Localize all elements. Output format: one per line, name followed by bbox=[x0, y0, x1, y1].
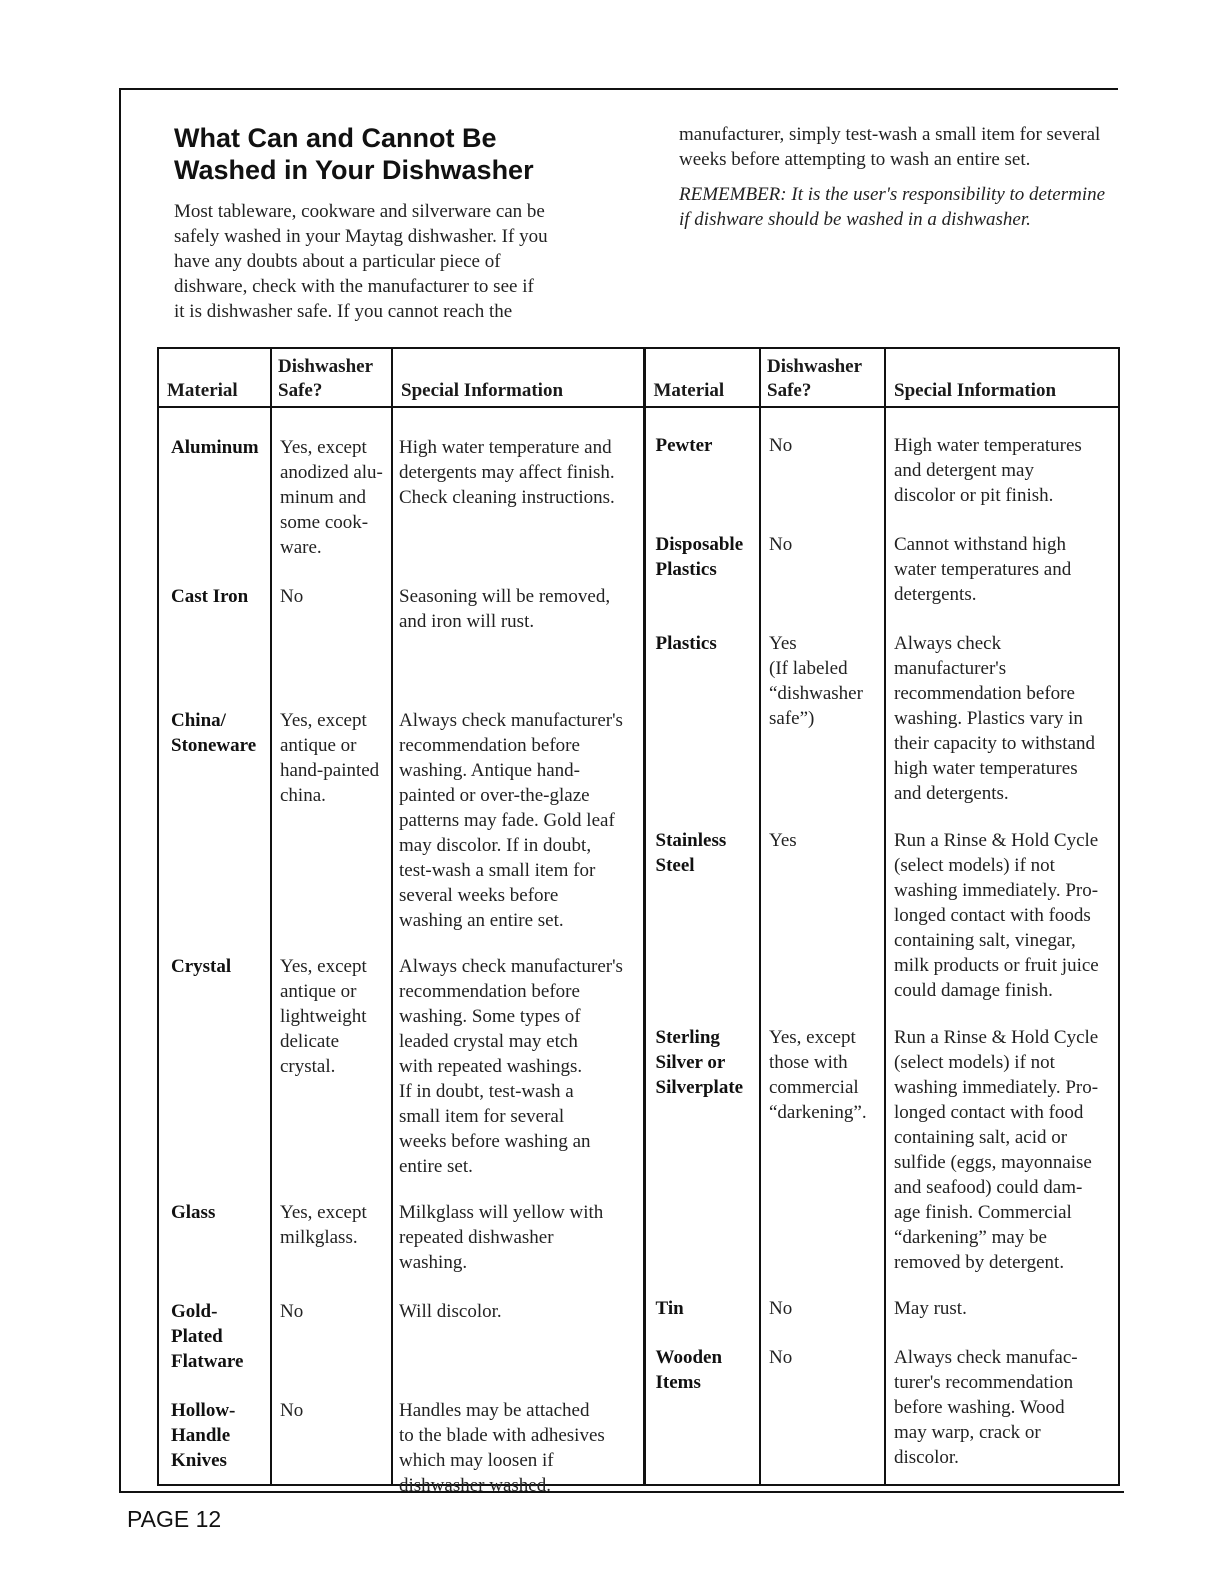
right-safe-cell bbox=[769, 532, 792, 557]
left-info-cell bbox=[399, 1398, 605, 1498]
info-line: before washing. Wood bbox=[894, 1397, 1065, 1418]
info-line: washing immediately. Pro- bbox=[894, 1077, 1099, 1098]
right-material-cell bbox=[656, 1296, 684, 1321]
safe-line: milkglass. bbox=[280, 1227, 358, 1248]
material-line: Disposable bbox=[655, 534, 744, 555]
safe-line: Yes, except bbox=[280, 710, 367, 731]
info-line: Always check manufacturer's bbox=[399, 710, 623, 731]
info-line: and seafood) could dam- bbox=[894, 1177, 1083, 1198]
right-material-cell bbox=[656, 631, 717, 656]
info-line: milk products or fruit juice bbox=[894, 955, 1099, 976]
info-line: dishwasher washed. bbox=[399, 1475, 551, 1496]
table-body-row bbox=[158, 407, 1119, 1485]
page-title-line: What Can and Cannot Be bbox=[174, 123, 497, 153]
info-line: “darkening” may be bbox=[894, 1227, 1047, 1248]
intro-line: it is dishwasher safe. If you cannot reach the bbox=[174, 301, 513, 322]
info-line: Run a Rinse & Hold Cycle bbox=[894, 830, 1099, 851]
material-line: Plastics bbox=[655, 559, 717, 580]
material-line: Stainless bbox=[655, 830, 727, 851]
safe-line: hand-painted bbox=[280, 760, 380, 781]
left-material-cell bbox=[171, 1398, 235, 1473]
safe-line: No bbox=[769, 435, 793, 456]
safe-line: crystal. bbox=[280, 1056, 336, 1077]
left-safe-cell bbox=[280, 954, 367, 1079]
info-line: washing immediately. Pro- bbox=[894, 880, 1099, 901]
safe-line: No bbox=[280, 1400, 304, 1421]
header-dishwasher-safe: Dishwasher Safe? bbox=[271, 348, 392, 407]
safe-line: (If labeled bbox=[769, 658, 848, 679]
safe-line: china. bbox=[280, 785, 326, 806]
right-safe-cell bbox=[769, 1345, 792, 1370]
left-material-cell bbox=[171, 954, 231, 979]
info-line: may warp, crack or bbox=[894, 1422, 1041, 1443]
info-line: discolor or pit finish. bbox=[894, 485, 1054, 506]
left-material-cell bbox=[171, 584, 248, 609]
info-line: Milkglass will yellow with bbox=[399, 1202, 604, 1223]
right-info-cell bbox=[894, 828, 1099, 1003]
material-line: Aluminum bbox=[171, 437, 259, 458]
right-safe-cell bbox=[769, 1025, 867, 1125]
intro-right-column bbox=[679, 122, 1119, 232]
info-line: and detergents. bbox=[894, 783, 1009, 804]
safe-line: Yes bbox=[769, 633, 797, 654]
material-line: Sterling bbox=[655, 1027, 720, 1048]
info-line: age finish. Commercial bbox=[894, 1202, 1072, 1223]
header-special-information: Special Information bbox=[885, 348, 1119, 407]
info-line: longed contact with food bbox=[894, 1102, 1084, 1123]
safe-line: ware. bbox=[280, 537, 322, 558]
left-info-cell bbox=[399, 1200, 603, 1275]
dishwasher-safety-table bbox=[157, 347, 1120, 1496]
material-line: Pewter bbox=[655, 435, 713, 456]
right-info-cell bbox=[894, 1025, 1098, 1275]
safe-line: lightweight bbox=[280, 1006, 367, 1027]
intro-line: have any doubts about a particular piece of bbox=[174, 251, 501, 272]
header-material: Material bbox=[644, 348, 760, 407]
material-line: Silverplate bbox=[655, 1077, 744, 1098]
info-line: water temperatures and bbox=[894, 559, 1072, 580]
info-line: and detergent may bbox=[894, 460, 1034, 481]
material-line: Hollow- bbox=[171, 1400, 236, 1421]
safe-line: antique or bbox=[280, 735, 357, 756]
intro-continued-paragraph: manufacturer, simply test-wash a small item for several weeks before attempting to wash an entire set. bbox=[679, 124, 1101, 170]
safe-line: commercial bbox=[769, 1077, 859, 1098]
info-line: detergents. bbox=[894, 584, 977, 605]
right-material-cell bbox=[656, 1345, 723, 1395]
info-line: may discolor. If in doubt, bbox=[399, 835, 592, 856]
left-safe-cell bbox=[280, 1398, 303, 1423]
material-line: China/ bbox=[171, 710, 226, 731]
right-info-cell bbox=[894, 532, 1071, 607]
right-safe-column bbox=[761, 408, 884, 1484]
left-safe-cell bbox=[280, 435, 383, 560]
safe-line: No bbox=[769, 1298, 793, 1319]
material-line: Plastics bbox=[655, 633, 717, 654]
safe-line: delicate bbox=[280, 1031, 340, 1052]
left-info-column bbox=[393, 408, 643, 1496]
info-line: washing. Antique hand- bbox=[399, 760, 581, 781]
left-material-cell bbox=[171, 435, 259, 460]
left-safe-cell bbox=[280, 1299, 303, 1324]
left-safe-cell bbox=[280, 584, 303, 609]
safe-line: No bbox=[769, 534, 793, 555]
info-line: leaded crystal may etch bbox=[399, 1031, 578, 1052]
info-line: recommendation before bbox=[399, 981, 580, 1002]
header-dishwasher-safe: Dishwasher Safe? bbox=[760, 348, 885, 407]
info-line: washing an entire set. bbox=[399, 910, 564, 931]
info-line: with repeated washings. bbox=[399, 1056, 583, 1077]
info-line: Always check manufac- bbox=[894, 1347, 1078, 1368]
info-line: containing salt, acid or bbox=[894, 1127, 1068, 1148]
right-info-cell bbox=[894, 433, 1082, 508]
page-border-left bbox=[119, 88, 121, 1492]
info-line: weeks before washing an bbox=[399, 1131, 591, 1152]
right-safe-cell bbox=[769, 631, 863, 731]
safe-line: minum and bbox=[280, 487, 367, 508]
left-safe-cell bbox=[280, 1200, 367, 1250]
info-line: removed by detergent. bbox=[894, 1252, 1065, 1273]
info-line: several weeks before bbox=[399, 885, 559, 906]
info-line: manufacturer's bbox=[894, 658, 1007, 679]
info-line: washing. bbox=[399, 1252, 468, 1273]
right-info-cell bbox=[894, 1345, 1078, 1470]
material-line: Gold- bbox=[171, 1301, 218, 1322]
info-line: longed contact with foods bbox=[894, 905, 1091, 926]
right-safe-cell bbox=[769, 1296, 792, 1321]
info-line: High water temperatures bbox=[894, 435, 1082, 456]
left-material-column bbox=[159, 408, 270, 1484]
material-line: Stoneware bbox=[171, 735, 257, 756]
safe-line: No bbox=[280, 1301, 304, 1322]
safe-line: anodized alu- bbox=[280, 462, 383, 483]
material-line: Steel bbox=[655, 855, 695, 876]
page-border-bottom bbox=[119, 1491, 1124, 1493]
safe-line: those with bbox=[769, 1052, 848, 1073]
left-info-cell bbox=[399, 954, 623, 1179]
safe-line: safe”) bbox=[769, 708, 815, 729]
safe-line: Yes, except bbox=[280, 956, 367, 977]
info-line: Will discolor. bbox=[399, 1301, 502, 1322]
material-line: Handle bbox=[171, 1425, 231, 1446]
safe-line: “darkening”. bbox=[769, 1102, 867, 1123]
material-line: Glass bbox=[171, 1202, 216, 1223]
left-safe-column bbox=[272, 408, 391, 1484]
info-line: repeated dishwasher bbox=[399, 1227, 554, 1248]
material-line: Plated bbox=[171, 1326, 223, 1347]
intro-paragraph bbox=[174, 199, 619, 324]
info-line: which may loosen if bbox=[399, 1450, 554, 1471]
material-line: Tin bbox=[655, 1298, 684, 1319]
intro-line: safely washed in your Maytag dishwasher. If you bbox=[174, 226, 548, 247]
safe-line: No bbox=[769, 1347, 793, 1368]
table-header-row bbox=[158, 348, 1119, 407]
info-line: detergents may affect finish. bbox=[399, 462, 615, 483]
right-material-cell bbox=[656, 1025, 744, 1100]
intro-left-column bbox=[174, 122, 619, 324]
safe-line: some cook- bbox=[280, 512, 369, 533]
material-line: Crystal bbox=[171, 956, 232, 977]
safe-line: No bbox=[280, 586, 304, 607]
page-title-line: Washed in Your Dishwasher bbox=[174, 155, 534, 185]
info-line: May rust. bbox=[894, 1298, 967, 1319]
right-info-column bbox=[886, 408, 1118, 1484]
right-info-cell bbox=[894, 1296, 967, 1321]
info-line: recommendation before bbox=[399, 735, 580, 756]
left-info-cell bbox=[399, 584, 610, 634]
info-line: Handles may be attached bbox=[399, 1400, 590, 1421]
intro-line: Most tableware, cookware and silverware can be bbox=[174, 201, 545, 222]
info-line: (select models) if not bbox=[894, 1052, 1055, 1073]
info-line: high water temperatures bbox=[894, 758, 1078, 779]
safe-line: Yes, except bbox=[280, 1202, 367, 1223]
info-line: Cannot withstand high bbox=[894, 534, 1067, 555]
info-line: washing. Plastics vary in bbox=[894, 708, 1083, 729]
info-line: Run a Rinse & Hold Cycle bbox=[894, 1027, 1099, 1048]
left-material-cell bbox=[171, 708, 256, 758]
info-line: entire set. bbox=[399, 1156, 473, 1177]
info-line: discolor. bbox=[894, 1447, 959, 1468]
info-line: to the blade with adhesives bbox=[399, 1425, 605, 1446]
info-line: painted or over-the-glaze bbox=[399, 785, 590, 806]
right-safe-cell bbox=[769, 433, 792, 458]
left-info-cell bbox=[399, 435, 615, 510]
right-safe-cell bbox=[769, 828, 797, 853]
left-info-cell bbox=[399, 708, 623, 933]
left-material-cell bbox=[171, 1299, 243, 1374]
info-line: could damage finish. bbox=[894, 980, 1053, 1001]
info-line: sulfide (eggs, mayonnaise bbox=[894, 1152, 1092, 1173]
info-line: their capacity to withstand bbox=[894, 733, 1096, 754]
material-line: Wooden bbox=[655, 1347, 723, 1368]
left-safe-cell bbox=[280, 708, 379, 808]
info-line: Always check bbox=[894, 633, 1002, 654]
right-material-column bbox=[646, 408, 760, 1484]
page-number: PAGE 12 bbox=[127, 1506, 222, 1532]
right-info-cell bbox=[894, 631, 1095, 806]
left-material-cell bbox=[171, 1200, 215, 1225]
material-line: Cast Iron bbox=[171, 586, 249, 607]
material-line: Flatware bbox=[171, 1351, 244, 1372]
material-line: Silver or bbox=[655, 1052, 726, 1073]
info-line: Check cleaning instructions. bbox=[399, 487, 615, 508]
right-material-cell bbox=[656, 828, 727, 878]
right-material-cell bbox=[656, 532, 744, 582]
left-info-cell bbox=[399, 1299, 502, 1324]
page-title bbox=[174, 122, 619, 186]
intro-line: dishware, check with the manufacturer to see if bbox=[174, 276, 534, 297]
info-line: Seasoning will be removed, bbox=[399, 586, 611, 607]
info-line: patterns may fade. Gold leaf bbox=[399, 810, 615, 831]
info-line: washing. Some types of bbox=[399, 1006, 581, 1027]
info-line: small item for several bbox=[399, 1106, 565, 1127]
safe-line: Yes, except bbox=[769, 1027, 856, 1048]
info-line: If in doubt, test-wash a bbox=[399, 1081, 574, 1102]
info-line: and iron will rust. bbox=[399, 611, 535, 632]
info-line: Always check manufacturer's bbox=[399, 956, 623, 977]
safe-line: Yes bbox=[769, 830, 797, 851]
right-material-cell bbox=[656, 433, 713, 458]
info-line: recommendation before bbox=[894, 683, 1075, 704]
header-material: Material bbox=[158, 348, 271, 407]
remember-note: REMEMBER: It is the user's responsibility to determine if dishware should be washed in a dishwasher. bbox=[679, 184, 1106, 230]
material-line: Knives bbox=[171, 1450, 227, 1471]
info-line: High water temperature and bbox=[399, 437, 612, 458]
info-line: turer's recommendation bbox=[894, 1372, 1074, 1393]
page-border-top bbox=[119, 88, 1118, 90]
material-line: Items bbox=[655, 1372, 701, 1393]
info-line: (select models) if not bbox=[894, 855, 1055, 876]
safe-line: antique or bbox=[280, 981, 357, 1002]
header-special-information: Special Information bbox=[392, 348, 644, 407]
safe-line: “dishwasher bbox=[769, 683, 863, 704]
info-line: containing salt, vinegar, bbox=[894, 930, 1076, 951]
safe-line: Yes, except bbox=[280, 437, 367, 458]
info-line: test-wash a small item for bbox=[399, 860, 596, 881]
